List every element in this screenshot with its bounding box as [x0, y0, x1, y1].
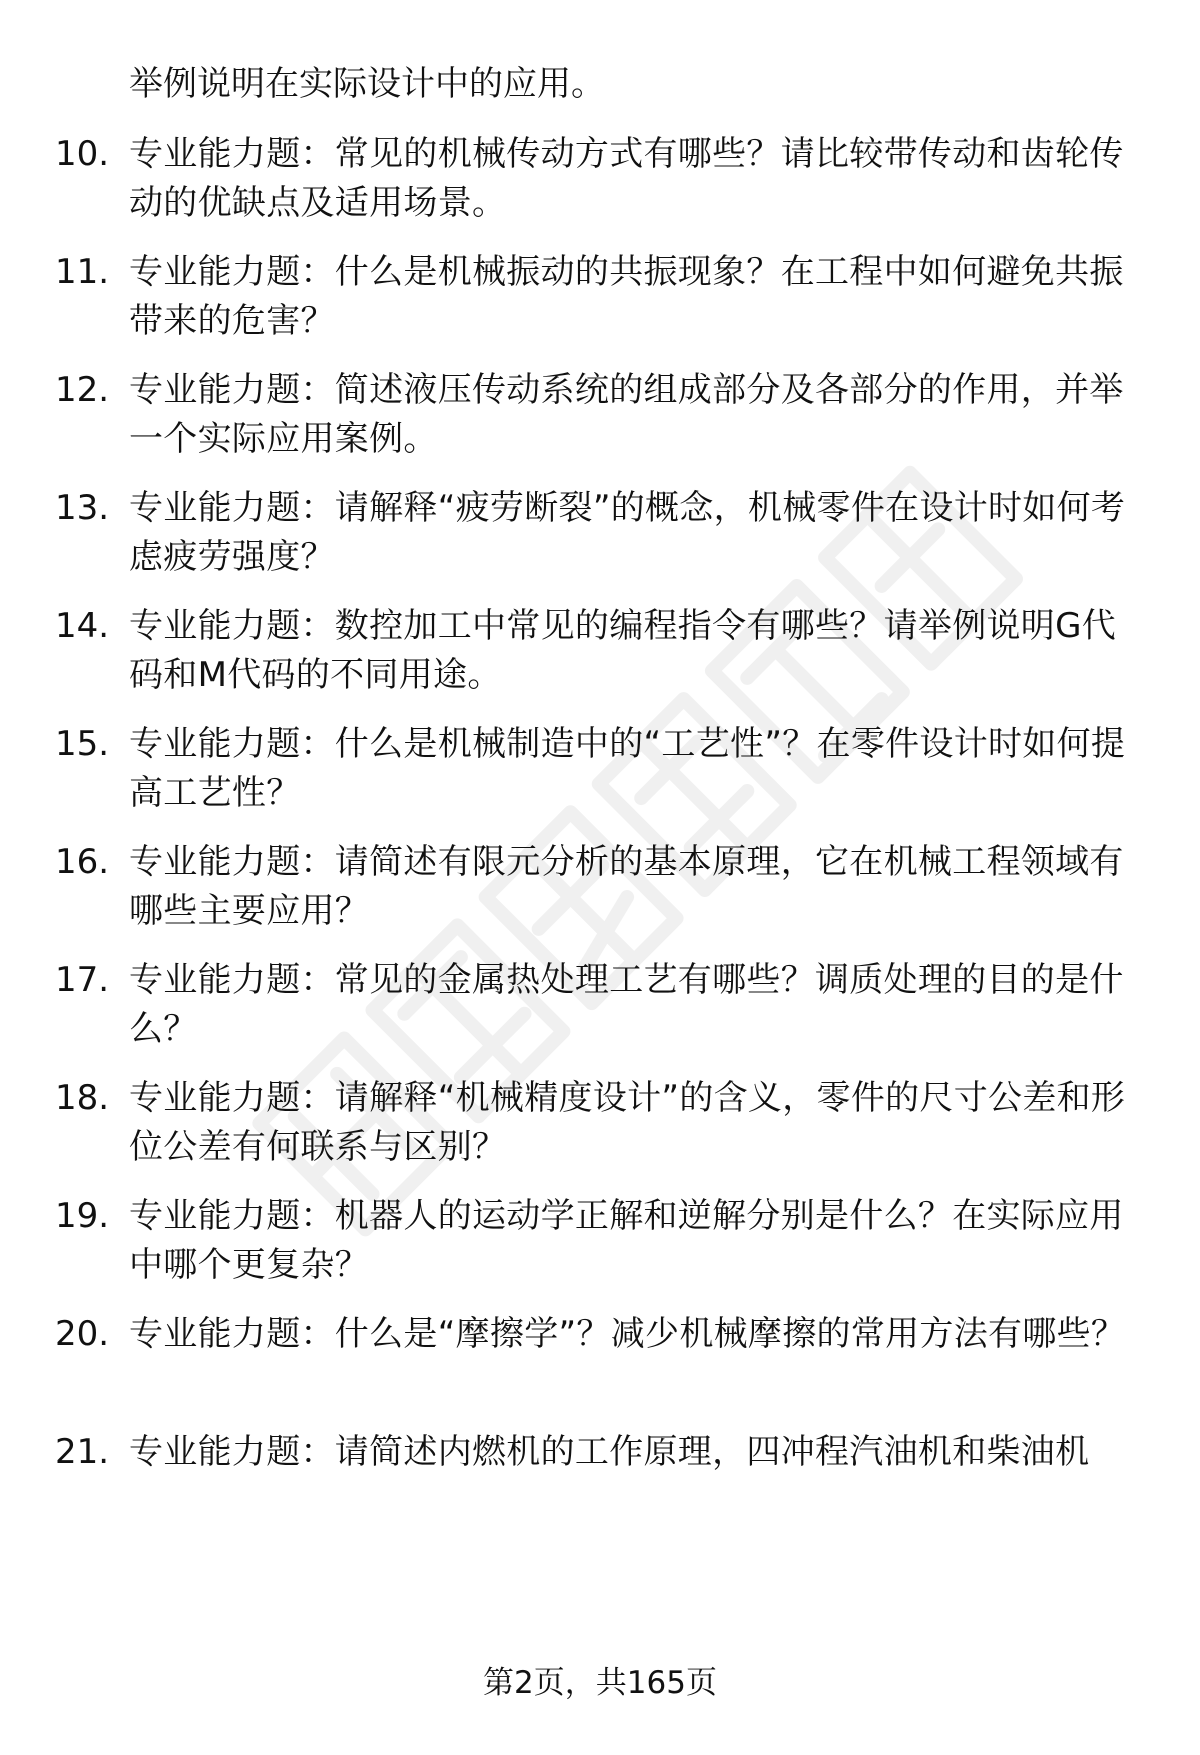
- continuation-text: 举例说明在实际设计中的应用。: [129, 64, 605, 104]
- question-number: 17.: [55, 960, 110, 1000]
- question-number: 12.: [55, 370, 110, 410]
- page-footer: 第2页，共165页: [483, 1665, 717, 1701]
- question-number: 14.: [55, 606, 110, 646]
- question-text: 专业能力题：常见的金属热处理工艺有哪些？调质处理的目的是什么？: [129, 960, 1124, 1049]
- question-number: 11.: [55, 252, 110, 292]
- question-number: 18.: [55, 1078, 110, 1118]
- question-text: 专业能力题：请解释“疲劳断裂”的概念，机械零件在设计时如何考虑疲劳强度？: [129, 488, 1126, 577]
- question-number: 20.: [55, 1314, 110, 1354]
- question-text: 专业能力题：机器人的运动学正解和逆解分别是什么？在实际应用中哪个更复杂？: [129, 1196, 1124, 1285]
- question-number: 15.: [55, 724, 110, 764]
- question-text: 专业能力题：什么是机械制造中的“工艺性”？在零件设计时如何提高工艺性？: [129, 724, 1126, 813]
- question-text: 专业能力题：请解释“机械精度设计”的含义，零件的尺寸公差和形位公差有何联系与区别？: [129, 1078, 1126, 1167]
- question-number: 21.: [55, 1432, 110, 1472]
- question-text: 专业能力题：常见的机械传动方式有哪些？请比较带传动和齿轮传动的优缺点及适用场景。: [129, 134, 1124, 223]
- question-text: 专业能力题：什么是机械振动的共振现象？在工程中如何避免共振带来的危害？: [129, 252, 1124, 341]
- question-number: 13.: [55, 488, 110, 528]
- question-number: 10.: [55, 134, 110, 174]
- question-text: 专业能力题：请简述有限元分析的基本原理，它在机械工程领域有哪些主要应用？: [129, 842, 1124, 931]
- question-text: 专业能力题：请简述内燃机的工作原理，四冲程汽油机和柴油机: [129, 1432, 1090, 1472]
- question-text: 专业能力题：数控加工中常见的编程指令有哪些？请举例说明G代码和M代码的不同用途。: [129, 606, 1117, 695]
- question-text: 专业能力题：简述液压传动系统的组成部分及各部分的作用，并举一个实际应用案例。: [129, 370, 1124, 459]
- question-number: 19.: [55, 1196, 110, 1236]
- question-text: 专业能力题：什么是“摩擦学”？减少机械摩擦的常用方法有哪些？: [129, 1314, 1126, 1354]
- question-number: 16.: [55, 842, 110, 882]
